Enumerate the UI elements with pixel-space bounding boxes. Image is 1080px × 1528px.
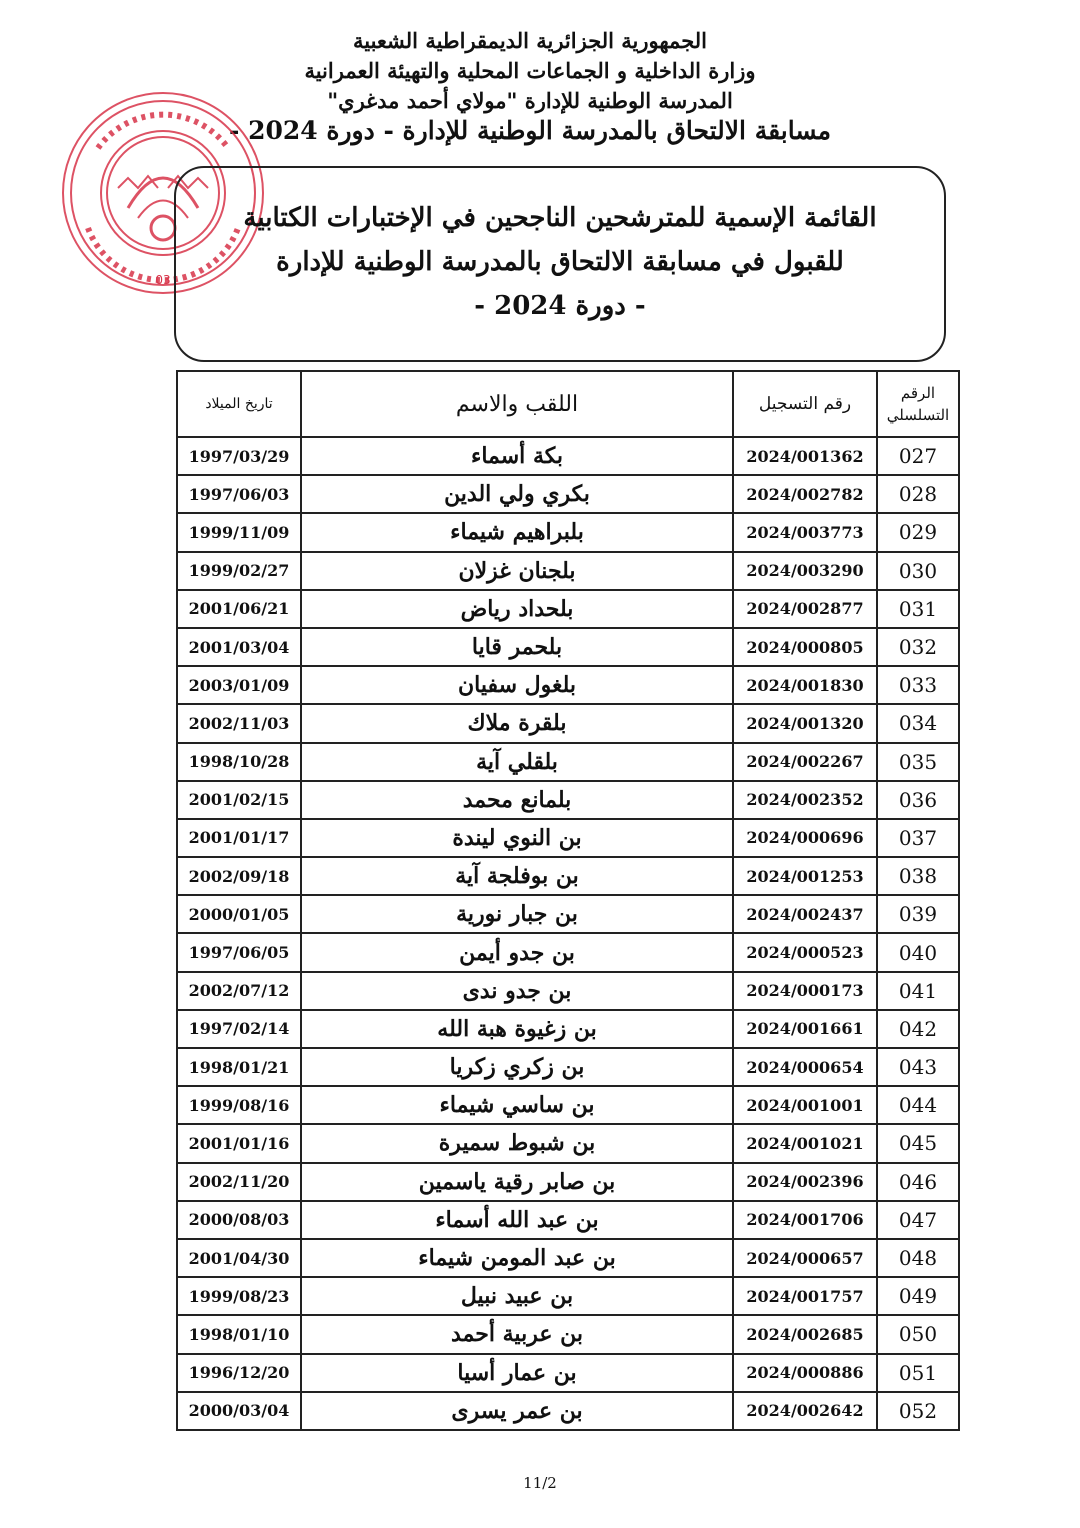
cell-serial: 048 <box>877 1239 959 1277</box>
cell-name: بلقرة ملاك <box>301 704 733 742</box>
table-row <box>177 552 959 590</box>
table-row <box>177 437 959 475</box>
cell-registration: 2024/003773 <box>733 513 877 551</box>
cell-registration: 2024/000805 <box>733 628 877 666</box>
cell-serial: 046 <box>877 1163 959 1201</box>
table-row <box>177 1315 959 1353</box>
cell-serial: 049 <box>877 1277 959 1315</box>
cell-name: بن النوي ليندة <box>301 819 733 857</box>
cell-dob: 2002/07/12 <box>177 972 301 1010</box>
cell-registration: 2024/002685 <box>733 1315 877 1353</box>
table-row <box>177 1201 959 1239</box>
cell-serial: 052 <box>877 1392 959 1430</box>
cell-dob: 1998/10/28 <box>177 743 301 781</box>
cell-registration: 2024/000523 <box>733 933 877 971</box>
cell-dob: 1999/08/23 <box>177 1277 301 1315</box>
cell-serial: 031 <box>877 590 959 628</box>
cell-serial: 035 <box>877 743 959 781</box>
cell-registration: 2024/001362 <box>733 437 877 475</box>
cell-serial: 034 <box>877 704 959 742</box>
cell-dob: 1999/02/27 <box>177 552 301 590</box>
table-row <box>177 475 959 513</box>
cell-name: بن زغيوة هبة الله <box>301 1010 733 1048</box>
cell-registration: 2024/002782 <box>733 475 877 513</box>
cell-dob: 2001/06/21 <box>177 590 301 628</box>
cell-name: بن عبد المومن شيماء <box>301 1239 733 1277</box>
cell-dob: 1996/12/20 <box>177 1354 301 1392</box>
column-header-dob: تاريخ الميلاد <box>177 371 301 437</box>
cell-name: بلبراهيم شيماء <box>301 513 733 551</box>
cell-serial: 032 <box>877 628 959 666</box>
cell-serial: 028 <box>877 475 959 513</box>
table-row <box>177 1086 959 1124</box>
cell-dob: 2002/11/20 <box>177 1163 301 1201</box>
column-header-serial <box>877 371 959 437</box>
title-line-3: - دورة 2024 - <box>474 291 646 321</box>
cell-dob: 2003/01/09 <box>177 666 301 704</box>
cell-dob: 2002/09/18 <box>177 857 301 895</box>
table-header-row <box>177 371 959 437</box>
cell-dob: 1997/03/29 <box>177 437 301 475</box>
table-row <box>177 666 959 704</box>
cell-registration: 2024/002396 <box>733 1163 877 1201</box>
cell-serial: 029 <box>877 513 959 551</box>
cell-registration: 2024/002437 <box>733 895 877 933</box>
table-row <box>177 1163 959 1201</box>
cell-name: بن صابر رقية ياسمين <box>301 1163 733 1201</box>
column-header-name: اللقب والاسم <box>301 371 733 437</box>
cell-serial: 043 <box>877 1048 959 1086</box>
cell-dob: 1998/01/10 <box>177 1315 301 1353</box>
cell-serial: 037 <box>877 819 959 857</box>
cell-registration: 2024/002267 <box>733 743 877 781</box>
page-number: 11/2 <box>523 1474 557 1492</box>
cell-name: بن بوفلجة آية <box>301 857 733 895</box>
header-contest: مسابقة الالتحاق بالمدرسة الوطنية للإدارة - دورة 2024 - <box>228 116 832 145</box>
cell-registration: 2024/002352 <box>733 781 877 819</box>
cell-serial: 041 <box>877 972 959 1010</box>
cell-serial: 050 <box>877 1315 959 1353</box>
cell-registration: 2024/000173 <box>733 972 877 1010</box>
cell-registration: 2024/001661 <box>733 1010 877 1048</box>
table-row <box>177 513 959 551</box>
cell-name: بلحمر قايا <box>301 628 733 666</box>
table-row <box>177 590 959 628</box>
cell-dob: 2000/01/05 <box>177 895 301 933</box>
table-row <box>177 857 959 895</box>
cell-name: بن جدو ندى <box>301 972 733 1010</box>
candidates-table <box>176 370 960 1431</box>
cell-dob: 2000/03/04 <box>177 1392 301 1430</box>
title-line-2: للقبول في مسابقة الالتحاق بالمدرسة الوطنية للإدارة <box>276 247 844 277</box>
cell-dob: 2001/03/04 <box>177 628 301 666</box>
cell-serial: 039 <box>877 895 959 933</box>
cell-registration: 2024/001830 <box>733 666 877 704</box>
cell-dob: 1997/06/05 <box>177 933 301 971</box>
cell-serial: 036 <box>877 781 959 819</box>
cell-name: بن شبوط سميرة <box>301 1124 733 1162</box>
cell-registration: 2024/003290 <box>733 552 877 590</box>
cell-name: بن عربية أحمد <box>301 1315 733 1353</box>
cell-registration: 2024/001320 <box>733 704 877 742</box>
serial-header-line1: الرقم <box>900 384 936 402</box>
table-row <box>177 1277 959 1315</box>
column-header-registration: رقم التسجيل <box>733 371 877 437</box>
cell-serial: 040 <box>877 933 959 971</box>
cell-dob: 2000/08/03 <box>177 1201 301 1239</box>
table-row <box>177 933 959 971</box>
table-row <box>177 628 959 666</box>
cell-name: بن جبار نورية <box>301 895 733 933</box>
header-ministry: وزارة الداخلية و الجماعات المحلية والتهيئة العمرانية <box>304 58 756 83</box>
table-row <box>177 895 959 933</box>
cell-registration: 2024/001001 <box>733 1086 877 1124</box>
cell-name: بن عمر يسرى <box>301 1392 733 1430</box>
cell-registration: 2024/001253 <box>733 857 877 895</box>
header-school: المدرسة الوطنية للإدارة "مولاي أحمد مدغري" <box>327 88 733 113</box>
cell-name: بن ساسي شيماء <box>301 1086 733 1124</box>
table-row <box>177 704 959 742</box>
table-row <box>177 1354 959 1392</box>
cell-dob: 2001/02/15 <box>177 781 301 819</box>
cell-registration: 2024/002877 <box>733 590 877 628</box>
cell-registration: 2024/002642 <box>733 1392 877 1430</box>
cell-serial: 042 <box>877 1010 959 1048</box>
cell-registration: 2024/000886 <box>733 1354 877 1392</box>
cell-registration: 2024/000654 <box>733 1048 877 1086</box>
cell-serial: 051 <box>877 1354 959 1392</box>
cell-serial: 033 <box>877 666 959 704</box>
list-title-box <box>174 166 946 362</box>
cell-dob: 2001/01/16 <box>177 1124 301 1162</box>
cell-dob: 1997/06/03 <box>177 475 301 513</box>
cell-dob: 1999/08/16 <box>177 1086 301 1124</box>
table-row <box>177 1010 959 1048</box>
header-republic: الجمهورية الجزائرية الديمقراطية الشعبية <box>352 28 707 53</box>
table-row <box>177 781 959 819</box>
table-row <box>177 819 959 857</box>
seal-number: 03 <box>155 273 171 287</box>
cell-dob: 2001/01/17 <box>177 819 301 857</box>
cell-serial: 030 <box>877 552 959 590</box>
cell-name: بن جدو أيمن <box>301 933 733 971</box>
cell-name: بكة أسماء <box>301 437 733 475</box>
cell-registration: 2024/001021 <box>733 1124 877 1162</box>
cell-name: بلحداد رياض <box>301 590 733 628</box>
cell-serial: 038 <box>877 857 959 895</box>
cell-serial: 027 <box>877 437 959 475</box>
cell-name: بن زكري زكريا <box>301 1048 733 1086</box>
cell-name: بلمانع محمد <box>301 781 733 819</box>
title-line-1: القائمة الإسمية للمترشحين الناجحين في الإختبارات الكتابية <box>243 203 877 233</box>
table-row <box>177 743 959 781</box>
cell-name: بلغول سفيان <box>301 666 733 704</box>
serial-header-line2: التسلسلي <box>886 406 950 424</box>
cell-name: بكري ولي الدين <box>301 475 733 513</box>
cell-name: بلقلي آية <box>301 743 733 781</box>
cell-dob: 1999/11/09 <box>177 513 301 551</box>
cell-dob: 1998/01/21 <box>177 1048 301 1086</box>
cell-name: بن عبد الله أسماء <box>301 1201 733 1239</box>
table-row <box>177 1392 959 1430</box>
table-row <box>177 1124 959 1162</box>
cell-registration: 2024/000696 <box>733 819 877 857</box>
table-row <box>177 1048 959 1086</box>
cell-registration: 2024/000657 <box>733 1239 877 1277</box>
table-row <box>177 1239 959 1277</box>
table-row <box>177 972 959 1010</box>
cell-dob: 2002/11/03 <box>177 704 301 742</box>
cell-serial: 047 <box>877 1201 959 1239</box>
cell-registration: 2024/001706 <box>733 1201 877 1239</box>
cell-serial: 045 <box>877 1124 959 1162</box>
cell-dob: 2001/04/30 <box>177 1239 301 1277</box>
cell-serial: 044 <box>877 1086 959 1124</box>
cell-name: بن عمار أسيا <box>301 1354 733 1392</box>
cell-registration: 2024/001757 <box>733 1277 877 1315</box>
cell-dob: 1997/02/14 <box>177 1010 301 1048</box>
cell-name: بلجنان غزلان <box>301 552 733 590</box>
cell-name: بن عبيد نبيل <box>301 1277 733 1315</box>
